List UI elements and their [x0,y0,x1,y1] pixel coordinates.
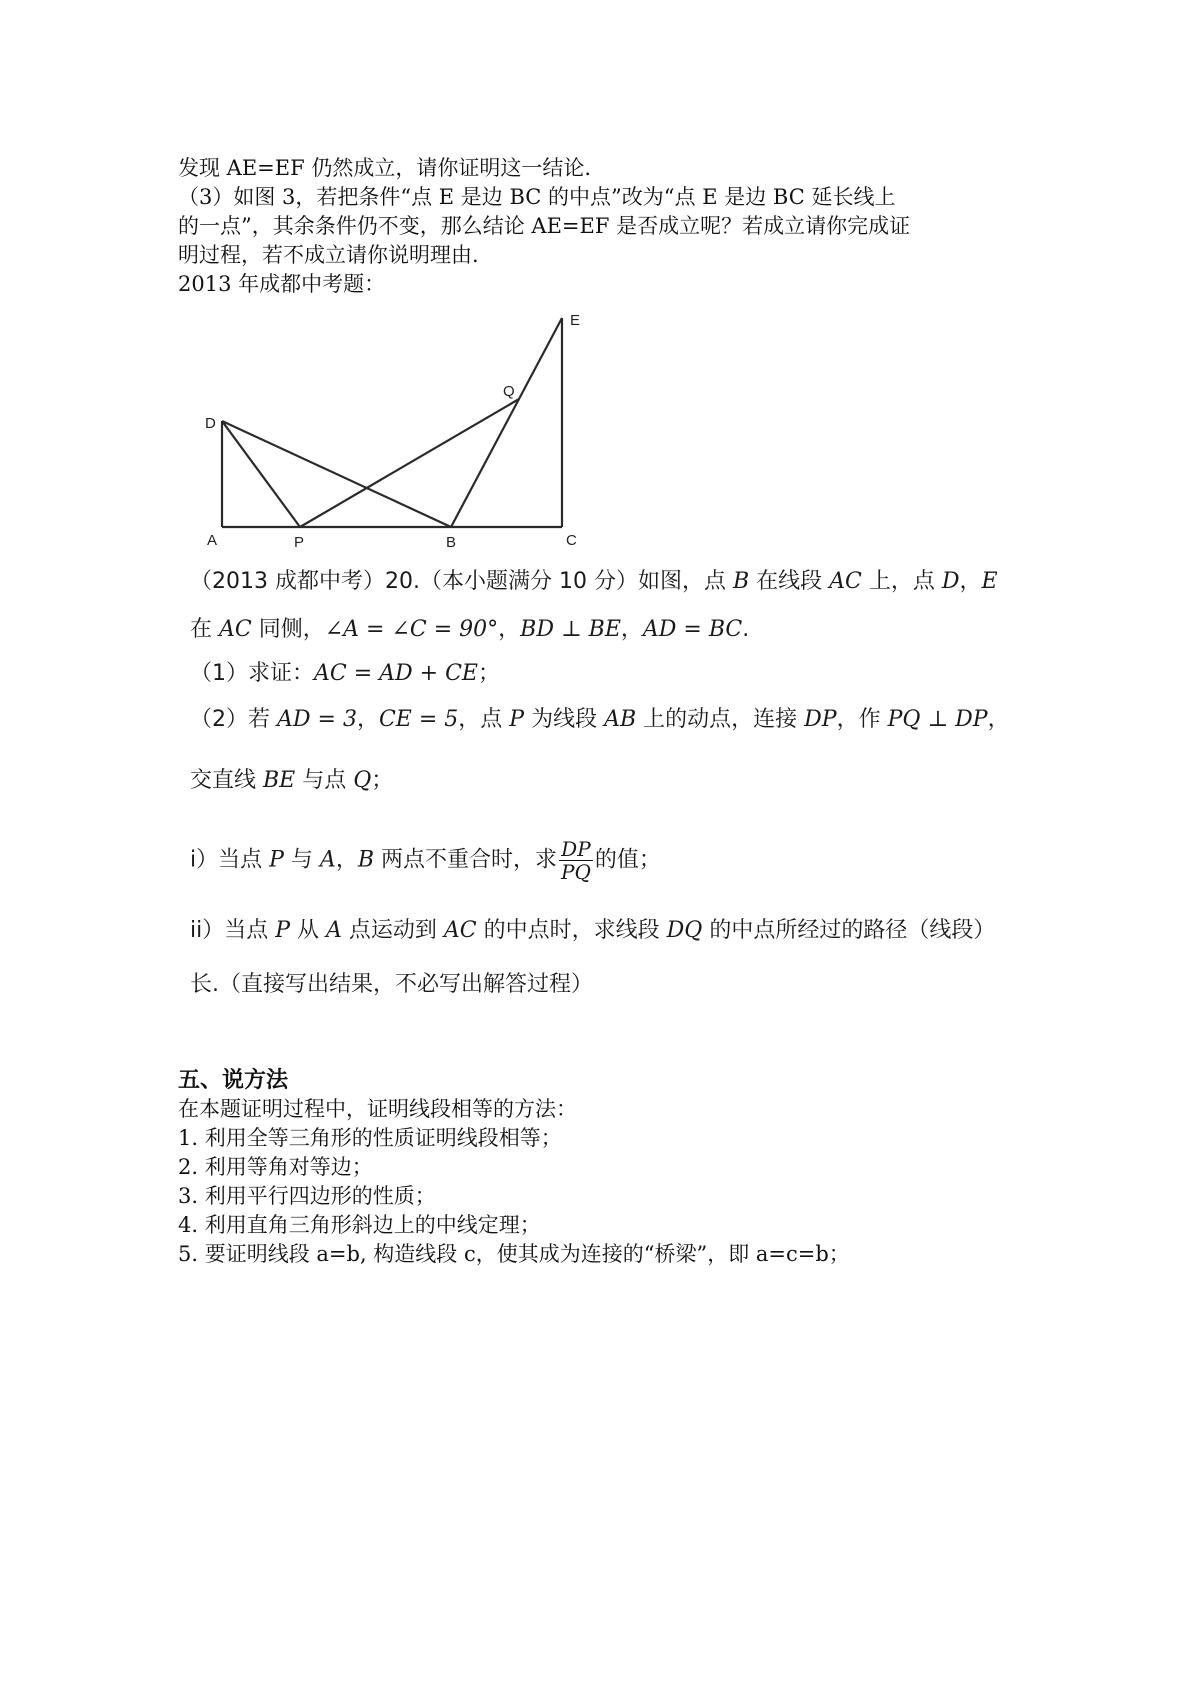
method-item: 2. 利用等角对等边； [178,1155,373,1179]
text-run: 的中点所经过的路径（线段） [702,918,996,943]
math-e: E [981,569,998,594]
text-run: . [742,617,750,642]
text-run: （2013 成都中考）20.（本小题满分 10 分）如图，点 [190,569,733,594]
text-run: ， [959,569,982,594]
math-perp-condition: BD ⊥ BE [520,617,621,642]
text-run: 的中点时，求线段 [476,918,667,943]
intro-line-3: 的一点”，其余条件仍不变，那么结论 AE=EF 是否成立呢？若成立请你完成证 [178,214,911,238]
problem-sub-ii [190,916,995,946]
math-p: P [269,847,284,873]
text-run: 点运动到 [341,918,444,943]
math-p: P [509,707,525,732]
label-d: D [205,415,216,432]
math-ce-value: CE = 5 [378,707,459,732]
text-run: 交直线 [190,768,263,793]
text-run: 在线段 [749,569,830,594]
intro-line-5: 2013 年成都中考题： [178,272,386,296]
math-ac: AC [443,918,477,943]
fraction-dp-over-pq [559,838,593,883]
text-run: 从 [290,918,327,943]
text-run: ； [477,661,500,686]
math-angle-condition: ∠A = ∠C = 90° [324,617,499,642]
label-b: B [446,534,457,551]
label-p: P [294,534,305,551]
fraction-denominator: PQ [561,860,591,884]
label-e: E [570,312,581,329]
segment-db [222,421,451,527]
intro-line-1: 发现 AE=EF 仍然成立，请你证明这一结论. [178,156,592,180]
label-c: C [566,532,577,549]
problem-sub-ii-line-2: 长.（直接写出结果，不必写出解答过程） [190,972,593,997]
math-d: D [941,569,960,594]
segment-be [451,318,562,527]
label-a: A [207,532,218,549]
math-p: P [275,918,291,943]
math-q: Q [353,768,372,793]
math-b: B [357,847,374,873]
math-pq-perp: PQ ⊥ DP [887,707,988,732]
math-a: A [326,918,342,943]
text-run: 在 [190,617,219,642]
section-heading: 五、说方法 [178,1067,289,1093]
text-run: 与点 [295,768,354,793]
method-item: 4. 利用直角三角形斜边上的中线定理； [178,1213,541,1237]
method-intro: 在本题证明过程中，证明线段相等的方法： [178,1097,577,1121]
intro-line-4: 明过程，若不成立请你说明理由. [178,243,479,267]
problem-part-2: （2）若 AD = 3，CE = 5，点 P 为线段 AB 上的动点，连接 DP，作 PQ ⊥ DP， [190,707,1010,732]
math-part1-equation: AC = AD + CE [314,661,478,686]
problem-line-4 [190,766,393,796]
math-a: A [319,847,336,873]
text-run: ，作 [836,707,888,732]
math-dp: DP [804,707,837,732]
text-run: 与 [283,847,320,873]
text-run: 的值； [594,847,661,873]
text-run: ， [987,707,1010,732]
math-ac: AC [829,569,862,594]
text-run: 两点不重合时，求 [374,847,557,873]
text-run: ，点 [458,707,510,732]
math-b: B [732,569,750,594]
problem-part-1 [190,659,500,689]
text-run: 为线段 [524,707,605,732]
math-ac: AC [219,617,252,642]
math-ab: AB [604,707,637,732]
text-run: 同侧， [251,617,325,642]
text-run: ； [371,768,394,793]
math-ad-value: AD = 3 [277,707,357,732]
math-be: BE [263,768,296,793]
method-item: 3. 利用平行四边形的性质； [178,1184,436,1208]
text-run: （2）若 [190,707,277,732]
problem-line-2: 在 AC 同侧，∠A = ∠C = 90°，BD ⊥ BE，AD = BC. [190,617,750,642]
label-q: Q [503,383,515,400]
text-run: （1）求证： [190,661,314,686]
method-item: 1. 利用全等三角形的性质证明线段相等； [178,1126,562,1150]
problem-sub-i [190,838,661,883]
intro-line-2: （3）如图 3，若把条件“点 E 是边 BC 的中点”改为“点 E 是边 BC 延长线上 [178,185,896,209]
text-run: 上的动点，连接 [636,707,805,732]
geometry-figure [195,305,595,555]
segment-dp [222,421,300,527]
text-run: ii）当点 [190,918,276,943]
math-dq: DQ [666,918,703,943]
fraction-numerator: DP [559,838,593,861]
text-run: ， [335,847,358,873]
method-item: 5. 要证明线段 a=b, 构造线段 c，使其成为连接的“桥梁”，即 a=c=b； [178,1242,850,1266]
text-run: 上，点 [861,569,942,594]
text-run: i）当点 [190,847,270,873]
problem-line-1 [190,567,998,597]
math-eq-condition: AD = BC [642,617,743,642]
